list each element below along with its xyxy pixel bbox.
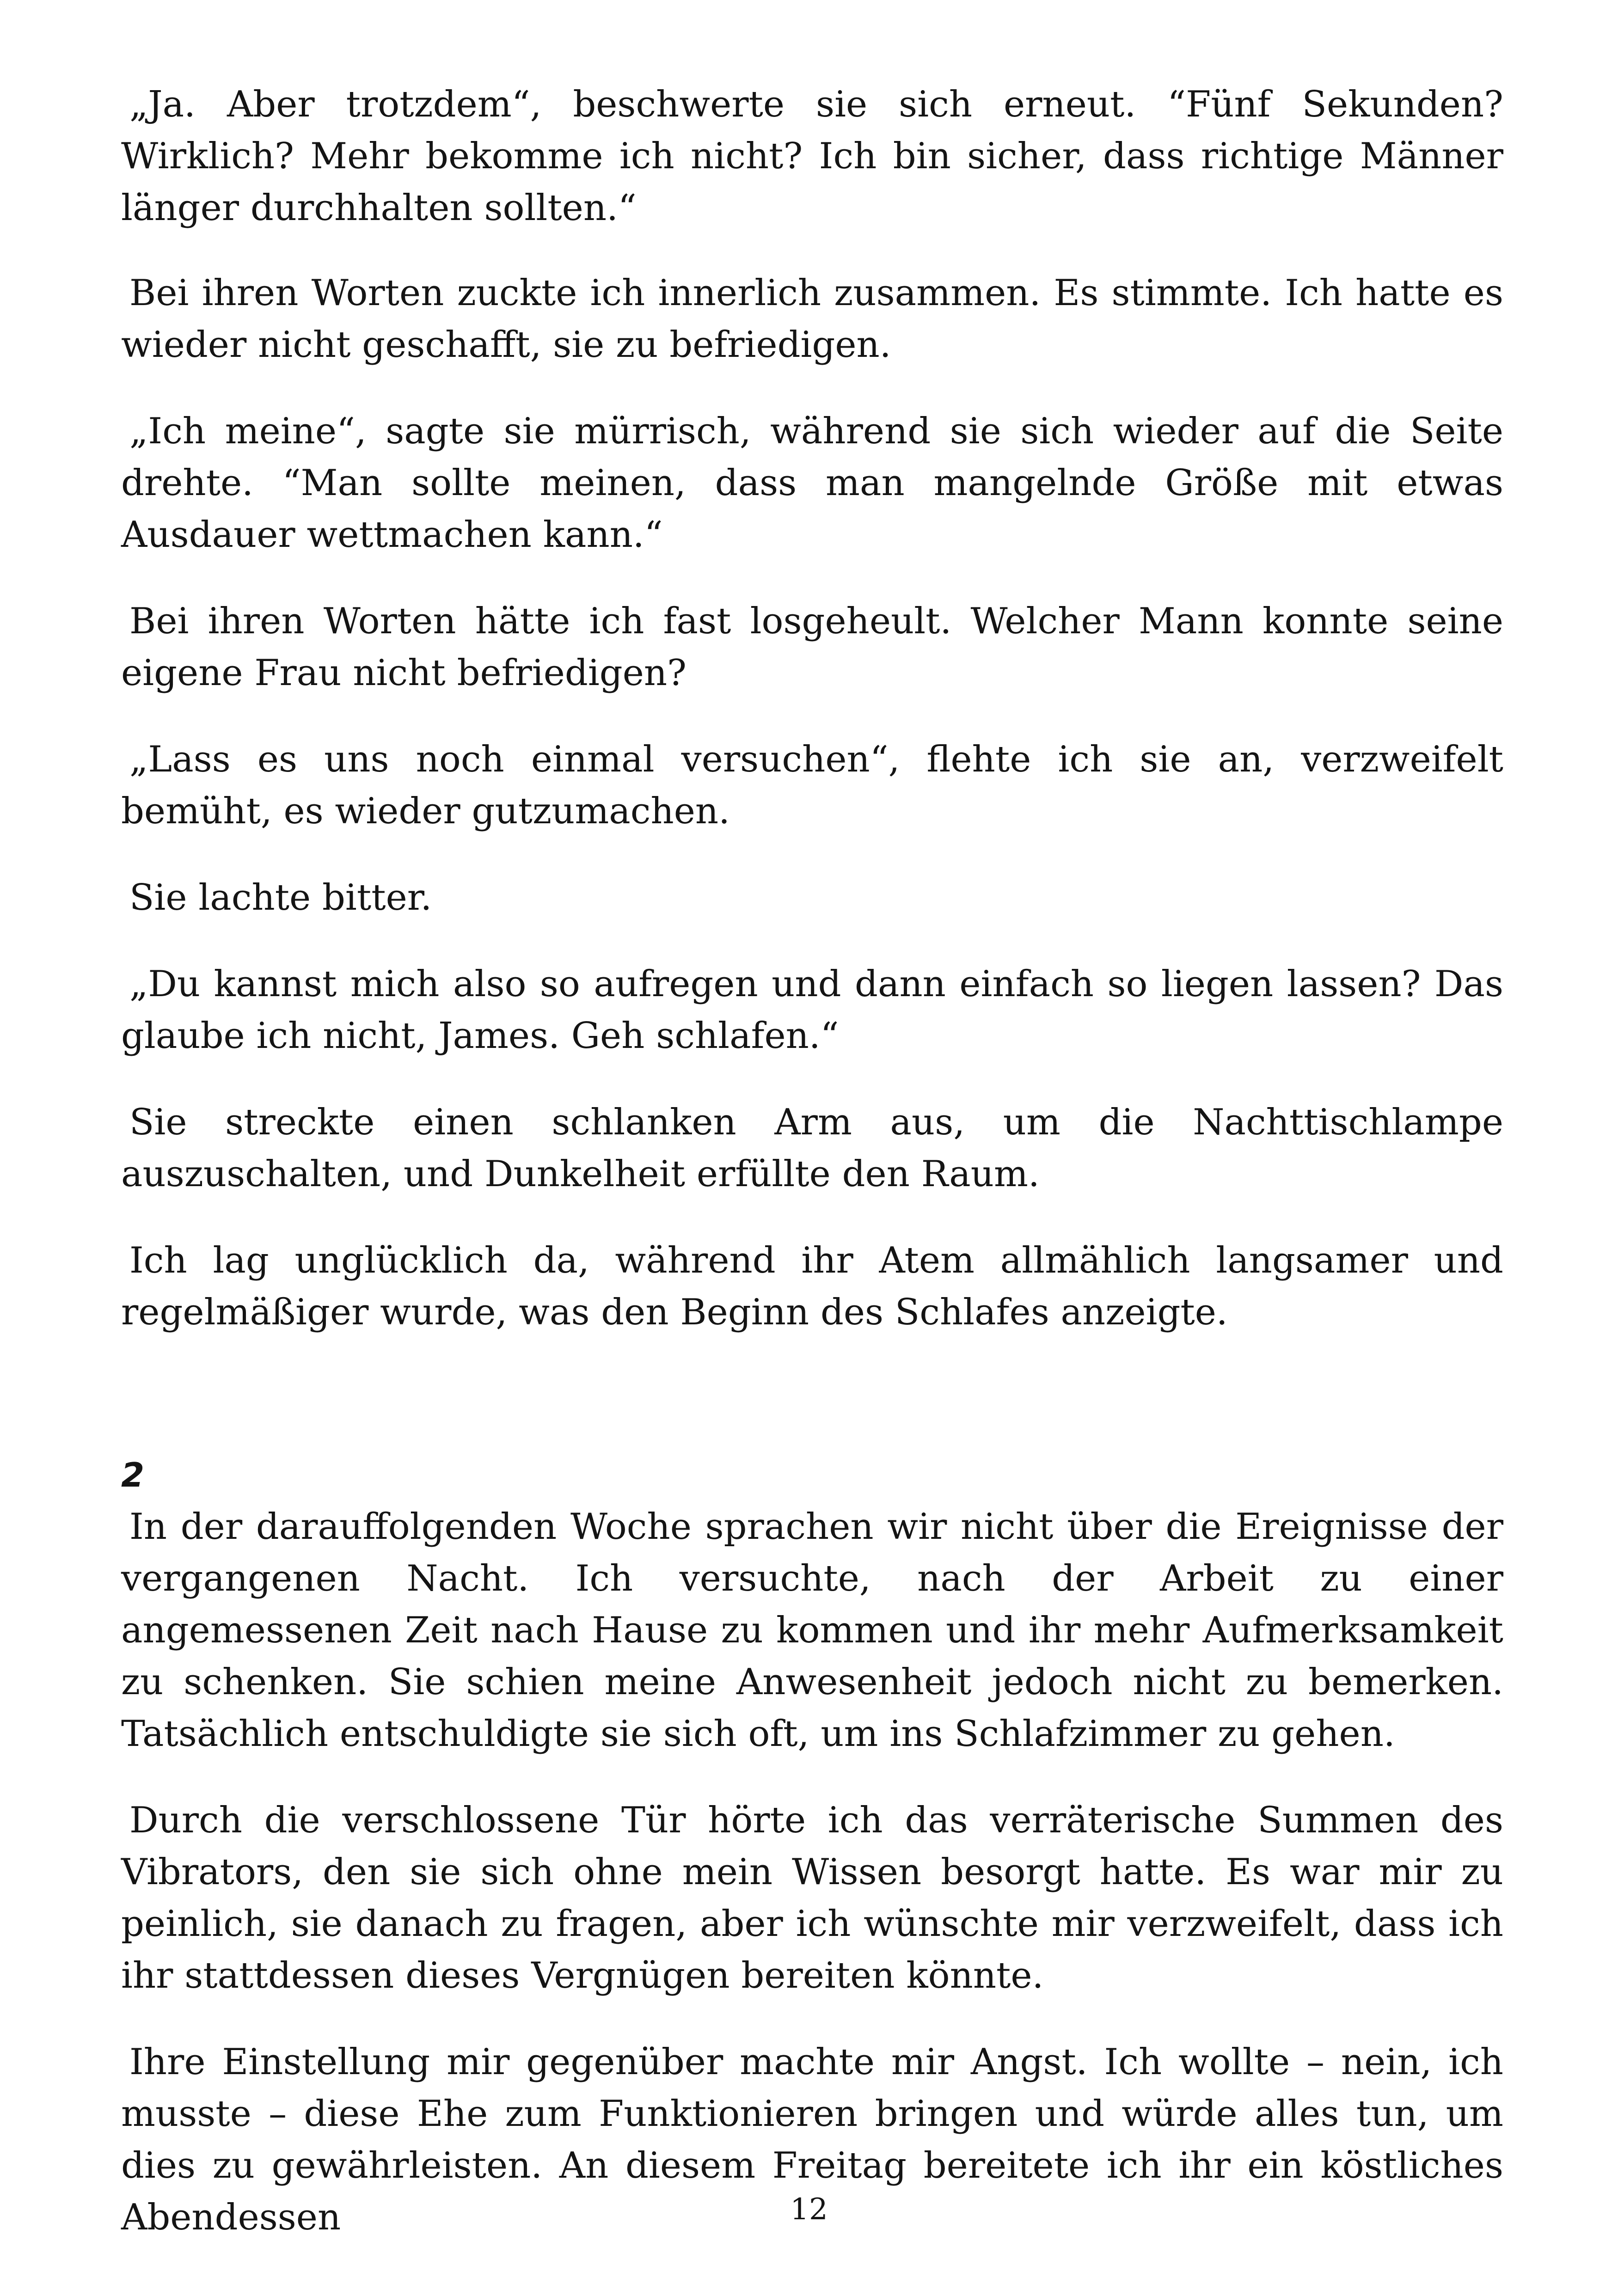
paragraph: Ich lag unglücklich da, während ihr Atem allmählich langsamer und regelmäßiger wurde, was den Beginn des Schlafes anzeigte. — [121, 1240, 1503, 1333]
paragraph: In der darauffolgenden Woche sprachen wir nicht über die Ereignisse der vergangenen Nacht. Ich versuchte, nach der Arbeit zu einer angemessenen Zeit nach Hause zu kommen und ihr mehr Aufmerksamkeit zu schenken. Sie schien meine Anwesenheit jedoch nicht zu bemerken. Tatsächlich entschuldigte sie sich oft, um ins Schlafzimmer zu gehen. — [121, 1506, 1503, 1755]
paragraph: „Lass es uns noch einmal versuchen“, flehte ich sie an, verzweifelt bemüht, es wieder gutzumachen. — [121, 739, 1503, 832]
paragraph: Sie streckte einen schlanken Arm aus, um die Nachttischlampe auszuschalten, und Dunkelheit erfüllte den Raum. — [121, 1102, 1503, 1195]
paragraph: Durch die verschlossene Tür hörte ich das verräterische Summen des Vibrators, den sie sich ohne mein Wissen besorgt hatte. Es war mir zu peinlich, sie danach zu fragen, aber ich wünschte mir verzweifelt, dass ich ihr stattdessen dieses Vergnügen bereiten könnte. — [121, 1800, 1503, 1996]
paragraph: „Ich meine“, sagte sie mürrisch, während sie sich wieder auf die Seite drehte. “Man sollte meinen, dass man mangelnde Größe mit etwas Ausdauer wettmachen kann.“ — [121, 410, 1503, 556]
page-body — [121, 79, 1503, 2278]
paragraph: Sie lachte bitter. — [129, 877, 432, 918]
page-number: 12 — [790, 2192, 828, 2227]
paragraph: Bei ihren Worten zuckte ich innerlich zusammen. Es stimmte. Ich hatte es wieder nicht geschafft, sie zu befriedigen. — [121, 272, 1503, 366]
paragraph: Ihre Einstellung mir gegenüber machte mir Angst. Ich wollte – nein, ich musste – diese Ehe zum Funktionieren bringen und würde alles tun, um dies zu gewährleisten. An diesem Freitag bereitete ich ihr ein köstliches Abendessen — [121, 2041, 1503, 2238]
chapter-number: 2 — [121, 1456, 145, 1494]
paragraph: Bei ihren Worten hätte ich fast losgeheult. Welcher Mann konnte seine eigene Frau nicht befriedigen? — [121, 600, 1503, 694]
paragraph: „Du kannst mich also so aufregen und dann einfach so liegen lassen? Das glaube ich nicht, James. Geh schlafen.“ — [121, 963, 1503, 1057]
chapter-spacer — [121, 1373, 1503, 1449]
paragraph: „Ja. Aber trotzdem“, beschwerte sie sich erneut. “Fünf Sekunden? Wirklich? Mehr bekomme ich nicht? Ich bin sicher, dass richtige Männer länger durchhalten sollten.“ — [121, 84, 1503, 229]
